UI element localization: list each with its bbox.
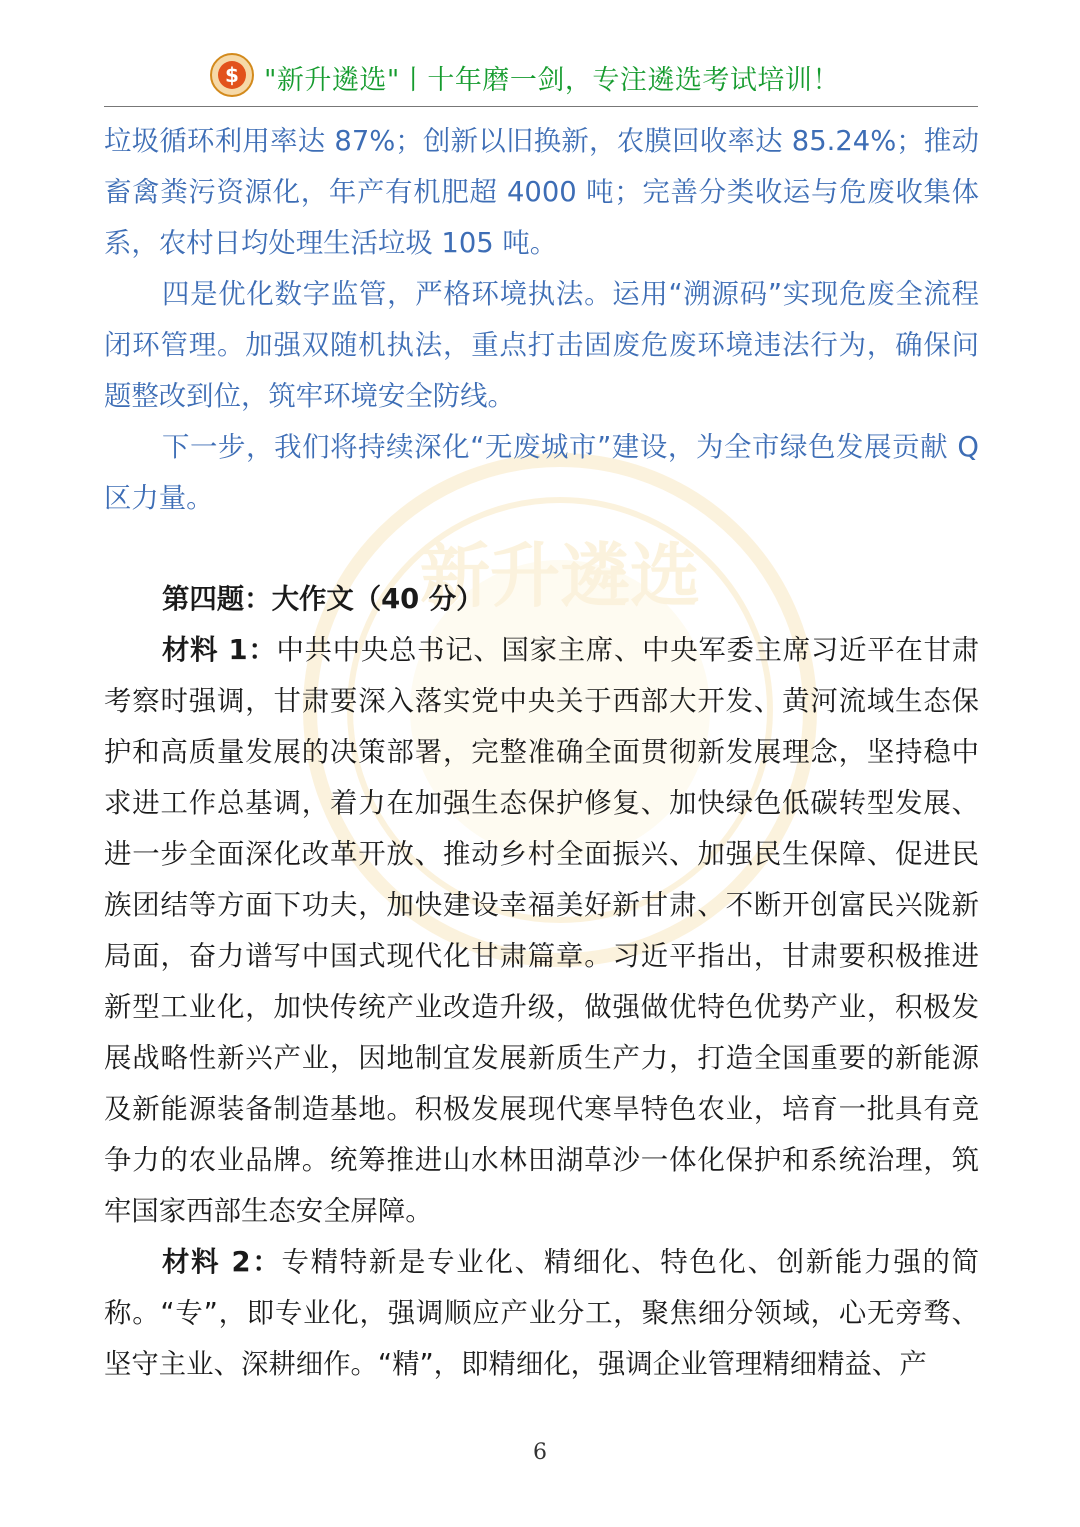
material-1-text: 中共中央总书记、国家主席、中央军委主席习近平在甘肃考察时强调，甘肃要深入落实党中央关于西部大开发、黄河流域生态保护和高质量发展的决策部署，完整准确全面贯彻新发展理念，坚持稳中求进工作总基调，着力在加强生态保护修复、加快绿色低碳转型发展、进一步全面深化改革开放、推动乡村全面振兴、加强民生保障、促进民族团结等方面下功夫，加快建设幸福美好新甘肃、不断开创富民兴陇新局面，奋力谱写中国式现代化甘肃篇章。习近平指出，甘肃要积极推进新型工业化，加快传统产业改造升级，做强做优特色优势产业，积极发展战略性新兴产业，因地制宜发展新质生产力，打造全国重要的新能源及新能源装备制造基地。积极发展现代寒旱特色农业，培育一批具有竞争力的农业品牌。统筹推进山水林田湖草沙一体化保护和系统治理，筑牢国家西部生态安全屏障。: [104, 635, 979, 1227]
material-2: [104, 1237, 979, 1390]
page-header: [104, 50, 978, 107]
svg-text:$: $: [225, 63, 239, 87]
paragraph-next-step: 下一步，我们将持续深化“无废城市”建设，为全市绿色发展贡献 Q 区力量。: [104, 432, 979, 514]
brand-logo-icon: [210, 53, 254, 97]
question-title: 第四题：大作文（40 分）: [162, 584, 484, 615]
page-number: 6: [533, 1440, 547, 1465]
material-1-label: 材料 1：: [162, 635, 277, 666]
paragraph-digital-supervision: 四是优化数字监管，严格环境执法。运用“溯源码”实现危废全流程闭环管理。加强双随机执法，重点打击固废危废环境违法行为，确保问题整改到位，筑牢环境安全防线。: [104, 279, 979, 412]
watermark-text: 新升遴选: [420, 534, 700, 617]
header-slogan: "新升遴选"丨十年磨一剑，专注遴选考试培训！: [264, 65, 840, 96]
material-2-text: 专精特新是专业化、精细化、特色化、创新能力强的简称。“专”，即专业化，强调顺应产业分工，聚焦细分领域，心无旁骛、坚守主业、深耕细作。“精”，即精细化，强调企业管理精细精益、产: [104, 1247, 979, 1380]
material-1: [104, 625, 979, 1237]
paragraph-recycling: 垃圾循环利用率达 87%；创新以旧换新，农膜回收率达 85.24%；推动畜禽粪污资源化，年产有机肥超 4000 吨；完善分类收运与危废收集体系，农村日均处理生活垃圾 105 吨。: [104, 126, 979, 259]
material-2-label: 材料 2：: [162, 1247, 282, 1278]
document-body: [104, 116, 979, 1390]
